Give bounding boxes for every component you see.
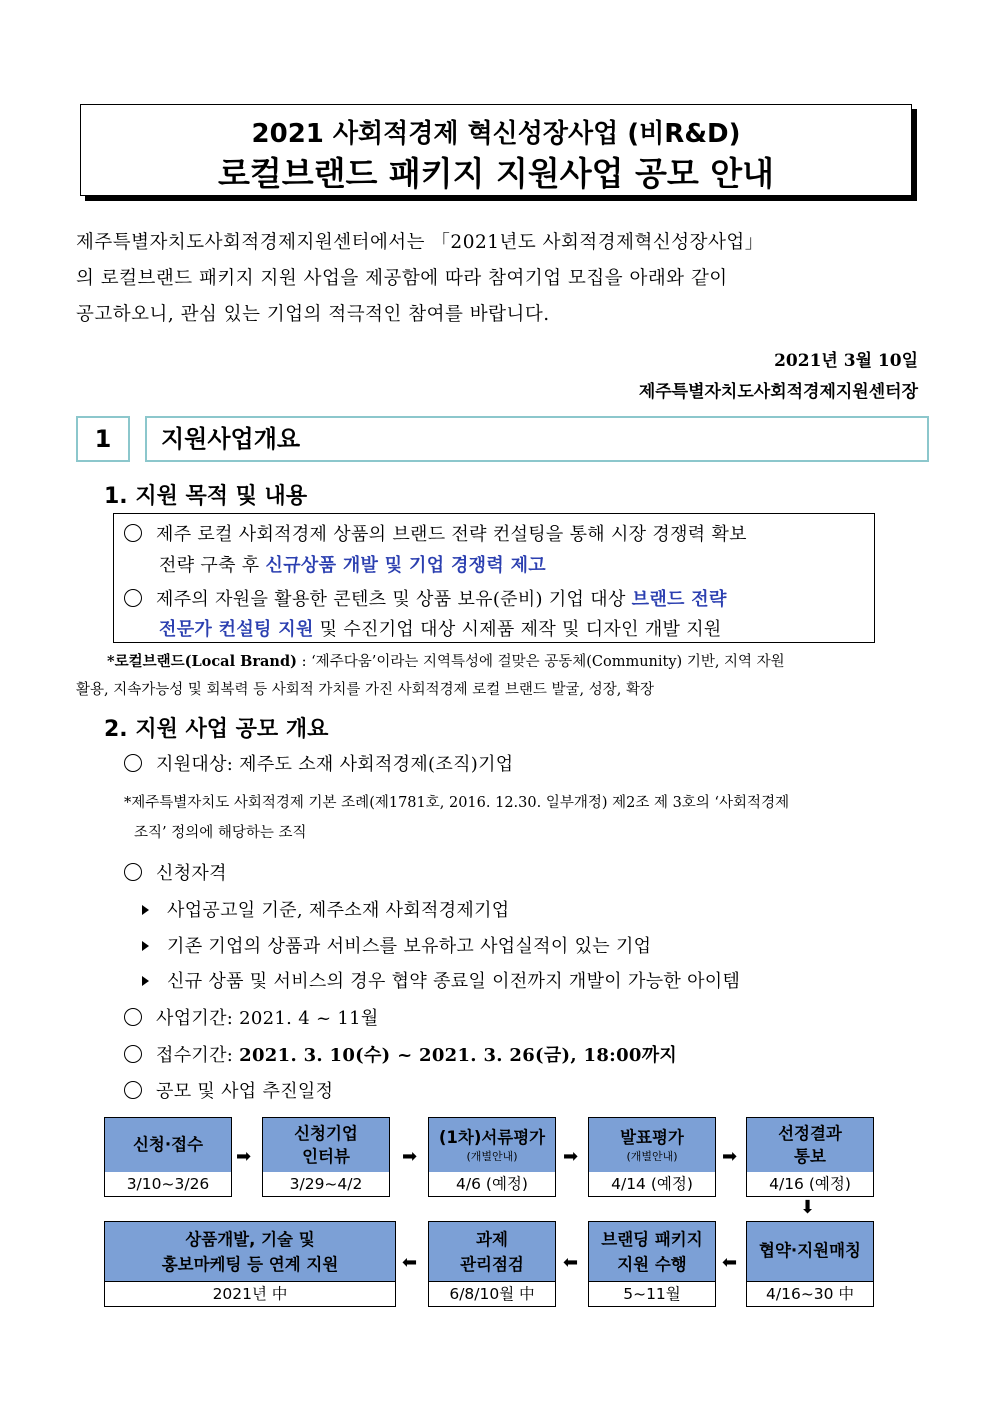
target-note-2: 조직’ 정의에 해당하는 조직 bbox=[134, 825, 307, 841]
arrow-right-icon: ➡ bbox=[722, 1146, 738, 1167]
qual-sub-item: 기존 기업의 상품과 서비스를 보유하고 사업실적이 있는 기업 bbox=[142, 932, 651, 958]
subheading-overview: 2. 지원 사업 공모 개요 bbox=[104, 717, 329, 742]
flow-step-interview bbox=[262, 1117, 390, 1197]
flow-step-date: 5~11월 bbox=[589, 1282, 715, 1306]
intro-line-3: 공고하오니, 관심 있는 기업의 적극적인 참여를 바랍니다. bbox=[76, 304, 550, 325]
flow-step-date: 2021년 中 bbox=[105, 1282, 395, 1306]
notice-date: 2021년 3월 10일 bbox=[774, 351, 918, 371]
flow-step-head: 발표평가 (개별안내) bbox=[589, 1118, 715, 1174]
flow-step-management bbox=[428, 1221, 556, 1307]
flow-step-linked-support bbox=[104, 1221, 396, 1307]
triangle-bullet-icon bbox=[142, 905, 149, 915]
flow-step-branding bbox=[588, 1221, 716, 1307]
flow-step-head: 브랜딩 패키지 지원 수행 bbox=[589, 1222, 715, 1282]
arrow-left-icon: ⬅ bbox=[722, 1252, 738, 1273]
flow-step-date: 3/10~3/26 bbox=[105, 1172, 231, 1196]
local-brand-note-2: 활용, 지속가능성 및 회복력 등 사회적 가치를 가진 사회적경제 로컬 브랜드 발굴, 성장, 확장 bbox=[76, 682, 654, 698]
circle-bullet-icon bbox=[124, 524, 142, 542]
flow-step-head: (1차)서류평가 (개별안내) bbox=[429, 1118, 555, 1174]
arrow-right-icon: ➡ bbox=[563, 1146, 579, 1167]
arrow-right-icon: ➡ bbox=[236, 1146, 252, 1167]
arrow-down-icon: ⬇ bbox=[800, 1197, 816, 1218]
purpose-item-1-cont: 전략 구축 후 신규상품 개발 및 기업 경쟁력 제고 bbox=[159, 555, 546, 576]
title-line-2: 로컬브랜드 패키지 지원사업 공모 안내 bbox=[217, 154, 774, 193]
circle-bullet-icon bbox=[124, 1045, 142, 1063]
circle-bullet-icon bbox=[124, 589, 142, 607]
qual-sub-item: 사업공고일 기준, 제주소재 사회적경제기업 bbox=[142, 896, 509, 922]
intro-line-2: 의 로컬브랜드 패키지 지원 사업을 제공함에 따라 참여기업 모집을 아래와 같이 bbox=[76, 268, 728, 289]
flow-step-agreement bbox=[746, 1221, 874, 1307]
purpose-box bbox=[113, 513, 875, 643]
triangle-bullet-icon bbox=[142, 976, 149, 986]
subheading-purpose: 1. 지원 목적 및 내용 bbox=[104, 484, 308, 509]
qualification-item: 신청자격 bbox=[124, 859, 227, 885]
flow-step-apply bbox=[104, 1117, 232, 1197]
flow-step-head: 과제 관리점검 bbox=[429, 1222, 555, 1282]
arrow-right-icon: ➡ bbox=[402, 1146, 418, 1167]
circle-bullet-icon bbox=[124, 1081, 142, 1099]
period-item: 사업기간: 2021. 4 ~ 11월 bbox=[124, 1004, 379, 1030]
flow-step-date: 4/14 (예정) bbox=[589, 1172, 715, 1196]
section-number: 1 bbox=[76, 416, 130, 462]
arrow-left-icon: ⬅ bbox=[402, 1252, 418, 1273]
local-brand-note-1: *로컬브랜드(Local Brand) : ‘제주다움’이라는 지역특성에 걸맞은 공동체(Community) 기반, 지역 자원 bbox=[107, 653, 785, 670]
flow-step-date: 4/16 (예정) bbox=[747, 1172, 873, 1196]
flow-step-head: 협약·지원매칭 bbox=[747, 1222, 873, 1282]
flow-step-document-review bbox=[428, 1117, 556, 1197]
purpose-item-2-cont: 전문가 컨설팅 지원 및 수진기업 대상 시제품 제작 및 디자인 개발 지원 bbox=[159, 619, 722, 640]
target-item: 지원대상: 제주도 소재 사회적경제(조직)기업 bbox=[124, 750, 513, 776]
target-note-1: *제주특별자치도 사회적경제 기본 조례(제1781호, 2016. 12.30. 일부개정) 제2조 제 3호의 ‘사회적경제 bbox=[124, 795, 790, 811]
flow-step-result bbox=[746, 1117, 874, 1197]
flow-step-presentation bbox=[588, 1117, 716, 1197]
circle-bullet-icon bbox=[124, 754, 142, 772]
triangle-bullet-icon bbox=[142, 941, 149, 951]
circle-bullet-icon bbox=[124, 863, 142, 881]
circle-bullet-icon bbox=[124, 1008, 142, 1026]
purpose-item-1: 제주 로컬 사회적경제 상품의 브랜드 전략 컨설팅을 통해 시장 경쟁력 확보 bbox=[124, 520, 747, 546]
flow-step-head: 선정결과 통보 bbox=[747, 1118, 873, 1174]
arrow-left-icon: ⬅ bbox=[563, 1252, 579, 1273]
flow-step-head: 신청기업 인터뷰 bbox=[263, 1118, 389, 1174]
section-title: 지원사업개요 bbox=[145, 416, 929, 462]
apply-period-item: 접수기간: 2021. 3. 10(수) ~ 2021. 3. 26(금), 18:00까지 bbox=[124, 1041, 677, 1067]
title-box bbox=[80, 104, 912, 196]
schedule-item: 공모 및 사업 추진일정 bbox=[124, 1077, 333, 1103]
flow-step-date: 3/29~4/2 bbox=[263, 1172, 389, 1196]
signer: 제주특별자치도사회적경제지원센터장 bbox=[638, 382, 918, 402]
purpose-item-2: 제주의 자원을 활용한 콘텐츠 및 상품 보유(준비) 기업 대상 브랜드 전략 bbox=[124, 585, 727, 611]
title-line-1: 2021 사회적경제 혁신성장사업 (비R&D) bbox=[251, 119, 741, 149]
qual-sub-item: 신규 상품 및 서비스의 경우 협약 종료일 이전까지 개발이 가능한 아이템 bbox=[142, 967, 740, 993]
flow-step-date: 4/16~30 中 bbox=[747, 1282, 873, 1306]
flow-step-date: 6/8/10월 中 bbox=[429, 1282, 555, 1306]
intro-line-1: 제주특별자치도사회적경제지원센터에서는 「2021년도 사회적경제혁신성장사업」 bbox=[76, 232, 764, 253]
flow-step-date: 4/6 (예정) bbox=[429, 1172, 555, 1196]
flow-step-head: 상품개발, 기술 및 홍보마케팅 등 연계 지원 bbox=[105, 1222, 395, 1282]
flow-step-head: 신청·접수 bbox=[105, 1118, 231, 1174]
